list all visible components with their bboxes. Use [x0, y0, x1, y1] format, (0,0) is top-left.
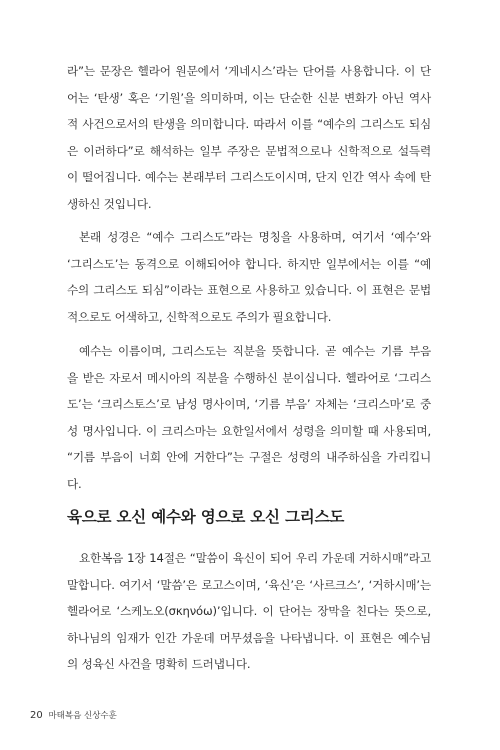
text-line: 적으로도 어색하고, 신학적으로도 주의가 필요합니다.	[67, 309, 332, 324]
paragraph-4	[67, 545, 431, 678]
text-line: 수의 그리스도 되심”이라는 표현으로 사용하고 있습니다. 이 표현은 문법	[67, 283, 431, 297]
text-line: 의 성육신 사건을 명확히 드러냅니다.	[67, 657, 251, 671]
page-footer	[30, 709, 117, 721]
text-line: 도’는 ‘크리스토스’로 남성 명사이며, ‘기름 부음’ 자체는 ‘크리스마’로 중	[67, 397, 431, 411]
text-line: 예수는 이름이며, 그리스도는 직분을 뜻합니다. 곧 예수는 기름 부음	[79, 344, 431, 358]
text-line: 생하신 것입니다.	[67, 196, 152, 211]
text-line: 요한복음 1장 14절은 “말씀이 육신이 되어 우리 가운데 거하시매”라고	[79, 551, 431, 565]
section-heading: 육으로 오신 예수와 영으로 오신 그리스도	[67, 508, 345, 526]
paragraph-1	[67, 58, 431, 217]
text-line: 적 사건으로서의 탄생을 의미합니다. 따라서 이를 “예수의 그리스도 되심	[67, 117, 431, 131]
running-title: 마태복음 신상수훈	[48, 711, 117, 721]
text-line: 헬라어로 ‘스케노오(σκηνόω)’입니다. 이 단어는 장막을 친다는 뜻으로,	[67, 604, 431, 618]
paragraph-2	[67, 224, 431, 330]
text-line: 본래 성경은 “예수 그리스도”라는 명칭을 사용하며, 여기서 ‘예수’와	[79, 230, 431, 244]
text-line: 은 이러하다”로 해석하는 일부 주장은 문법적으로나 신학적으로 설득력	[67, 143, 431, 158]
text-line: 하나님의 임재가 인간 가운데 머무셨음을 나타냅니다. 이 표현은 예수님	[67, 630, 431, 645]
page-number: 20	[30, 710, 43, 721]
text-line: 라”는 문장은 헬라어 원문에서 ‘게네시스’라는 단어를 사용합니다. 이 단	[67, 64, 431, 78]
text-line: 어는 ‘탄생’ 혹은 ‘기원’을 의미하며, 이는 단순한 신분 변화가 아닌 역사	[67, 90, 431, 105]
text-line: 말합니다. 여기서 ‘말씀’은 로고스이며, ‘육신’은 ‘사르크스’, ‘거하시매’는	[67, 577, 431, 592]
text-line: 다.	[67, 476, 82, 491]
text-line: 이 떨어집니다. 예수는 본래부터 그리스도이시며, 단지 인간 역사 속에 탄	[67, 170, 431, 184]
text-line: 을 받은 자로서 메시아의 직분을 수행하신 분이십니다. 헬라어로 ‘그리스	[67, 370, 431, 385]
text-line: “기름 부음이 너희 안에 거한다”는 구절은 성령의 내주하심을 가리킵니	[67, 450, 431, 464]
paragraph-3	[67, 338, 431, 497]
text-line: 성 명사입니다. 이 크리스마는 요한일서에서 성령을 의미할 때 사용되며,	[67, 423, 431, 438]
text-line: ‘그리스도’는 동격으로 이해되어야 합니다. 하지만 일부에서는 이를 “예	[67, 256, 431, 271]
